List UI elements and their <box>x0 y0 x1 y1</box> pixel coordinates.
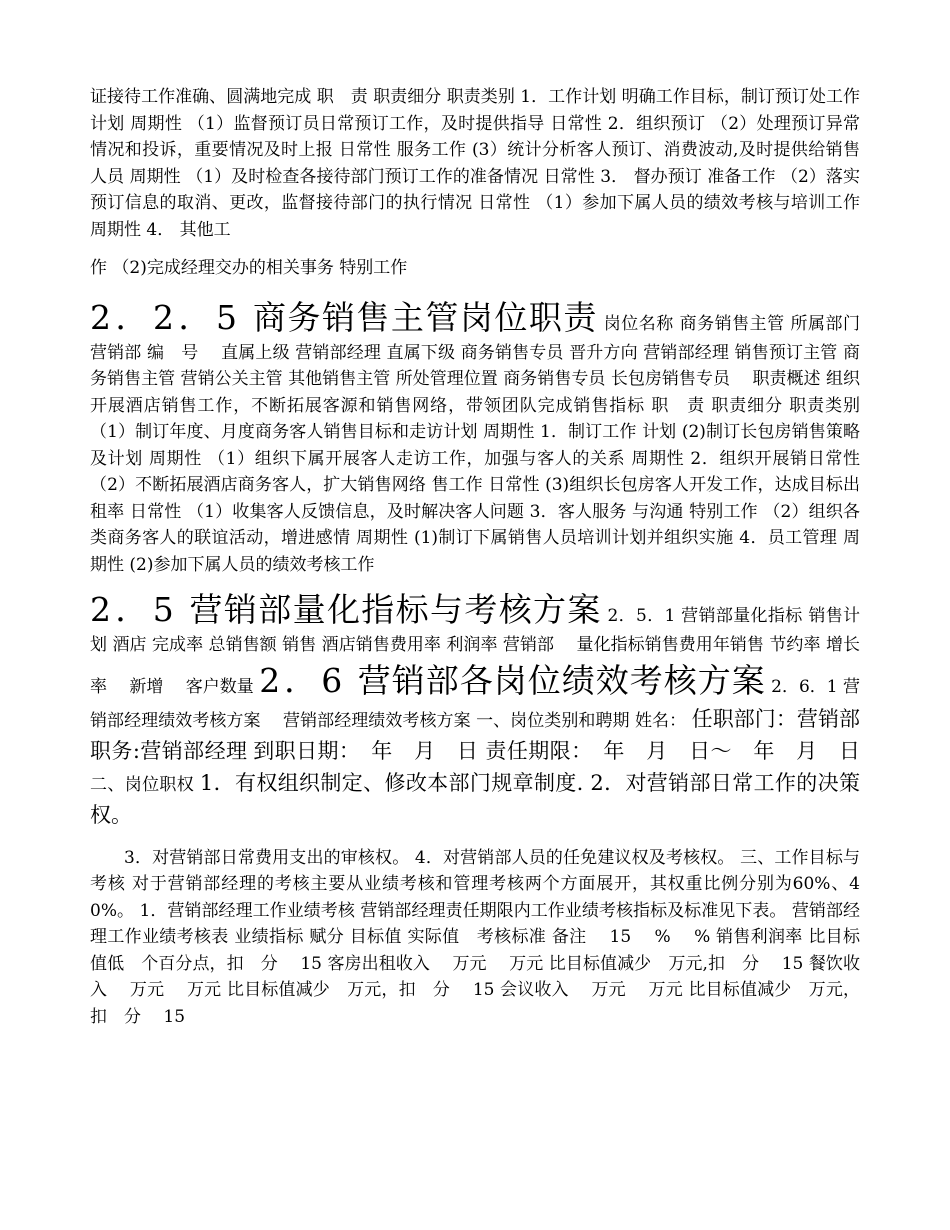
paragraph-text: 岗位名称 商务销售主管 所属部门 营销部 编 号 直属上级 营销部经理 直属下级 商务销售专员 晋升方向 营销部经理 销售预订主管 商务销售主管 营销公关主管 其他销售主管 所处管理位置 商务销售专员 长包房销售专员 职责概述 组织开展酒店销售工作，不断拓展客源和销售网络，带领团队完成销售指标 职 责 职责细分 职责类别 （1）制订年度、月度商务客人销售目标和走访计划 周期性 1．制订工作 计划 (2)制订长包房销售策略及计划 周期性 （1）组织下属开展客人走访工作，加强与客人的关系 周期性 2．组织开展销日常性 （2）不断拓展酒店商务客人，扩大销售网络 售工作 日常性 (3)组织长包房客人开发工作，达成目标出租率 日常性 （1）收集客人反馈信息，及时解决客人问题 3．客人服务 与沟通 特别工作 （2）组织各类商务客人的联谊活动，增进感情 周期性 (1)制订下属销售人员培训计划并组织实施 4．员工管理 周期性 (2)参加下属人员的绩效考核工作 <box>90 313 860 575</box>
position-authority-label: 二、岗位职权 <box>90 774 195 795</box>
paragraph-text: 营销部经理绩效考核方案 营销部经理绩效考核方案 一、岗位类别和聘期 姓名： <box>90 676 860 731</box>
section-heading <box>90 590 602 629</box>
paragraph-marketing-kpi <box>90 588 860 831</box>
subsection-number: 2．5．1 <box>607 606 676 626</box>
heading-title: 营销部量化指标与考核方案 <box>189 590 602 629</box>
paragraph-text: 3．对营销部日常费用支出的审核权。 4．对营销部人员的任免建议权及考核权。 三、工作目标与考核 对于营销部经理的考核主要从业绩考核和管理考核两个方面展开，其权重比例分别为60%、40%。 1．营销部经理工作业绩考核 营销部经理责任期限内工作业绩考核指标及标准见下表。 营销部经理工作业绩考核表 业绩指标 赋分 目标值 实际值 考核标准 备注 15 % % 销售利润率 比目标值低 个百分点，扣 分 15 客房出租收入 万元 万元 比目标值减少 万元,扣 分 15 餐饮收入 万元 万元 比目标值减少 万元，扣 分 15 会议收入 万元 万元 比目标值减少 万元，扣 分 15 <box>90 847 860 1027</box>
heading-title: 营销部各岗位绩效考核方案 <box>357 660 766 700</box>
position-authority-text: 1．有权组织制定、修改本部门规章制度. 2．对营销部日常工作的决策权。 <box>90 770 861 827</box>
section-heading <box>90 298 598 337</box>
document-page <box>90 84 860 1030</box>
paragraph-business-sales-supervisor <box>90 296 860 579</box>
paragraph-text: 证接待工作准确、圆满地完成 职 责 职责细分 职责类别 1．工作计划 明确工作目标，制订预订处工作计划 周期性 （1）监督预订员日常预订工作，及时提供指导 日常性 2．组织预订 （2）处理预订异常情况和投诉，重要情况及时上报 日常性 服务工作 (3）统计分析客人预订、消费波动,及时提供给销售人员 周期性 （1）及时检查各接待部门预订工作的准备情况 日常性 3． 督办预订 准备工作 （2）落实预订信息的取消、更改，监督接待部门的执行情况 日常性 （1）参加下属人员的绩效考核与培训工作 周期性 4． 其他工 <box>90 87 860 240</box>
paragraph-performance-assessment <box>90 845 860 1031</box>
heading-number: 2．6 <box>259 660 347 700</box>
heading-number: 2．2．5 <box>90 297 241 337</box>
section-heading <box>259 661 766 700</box>
heading-number: 2．5 <box>90 590 178 629</box>
paragraph-text: 营销部量化指标 销售计划 酒店 完成率 总销售额 销售 酒店销售费用率 利润率 营销部 量化指标销售费用年销售 节约率 增长率 新增 客户数量 <box>90 606 861 697</box>
position-info-department: 任职部门：营销部 职务:营销部经理 <box>90 706 861 763</box>
heading-title: 商务销售主管岗位职责 <box>252 297 598 337</box>
position-info-dates: 到职日期： 年 月 日 责任期限： 年 月 日～ 年 月 日 <box>253 738 861 763</box>
paragraph-last-line: 作 （2)完成经理交办的相关事务 特别工作 <box>90 258 408 278</box>
subsection-number: 2．6．1 <box>771 676 838 697</box>
paragraph-reservation-duties <box>90 84 860 282</box>
